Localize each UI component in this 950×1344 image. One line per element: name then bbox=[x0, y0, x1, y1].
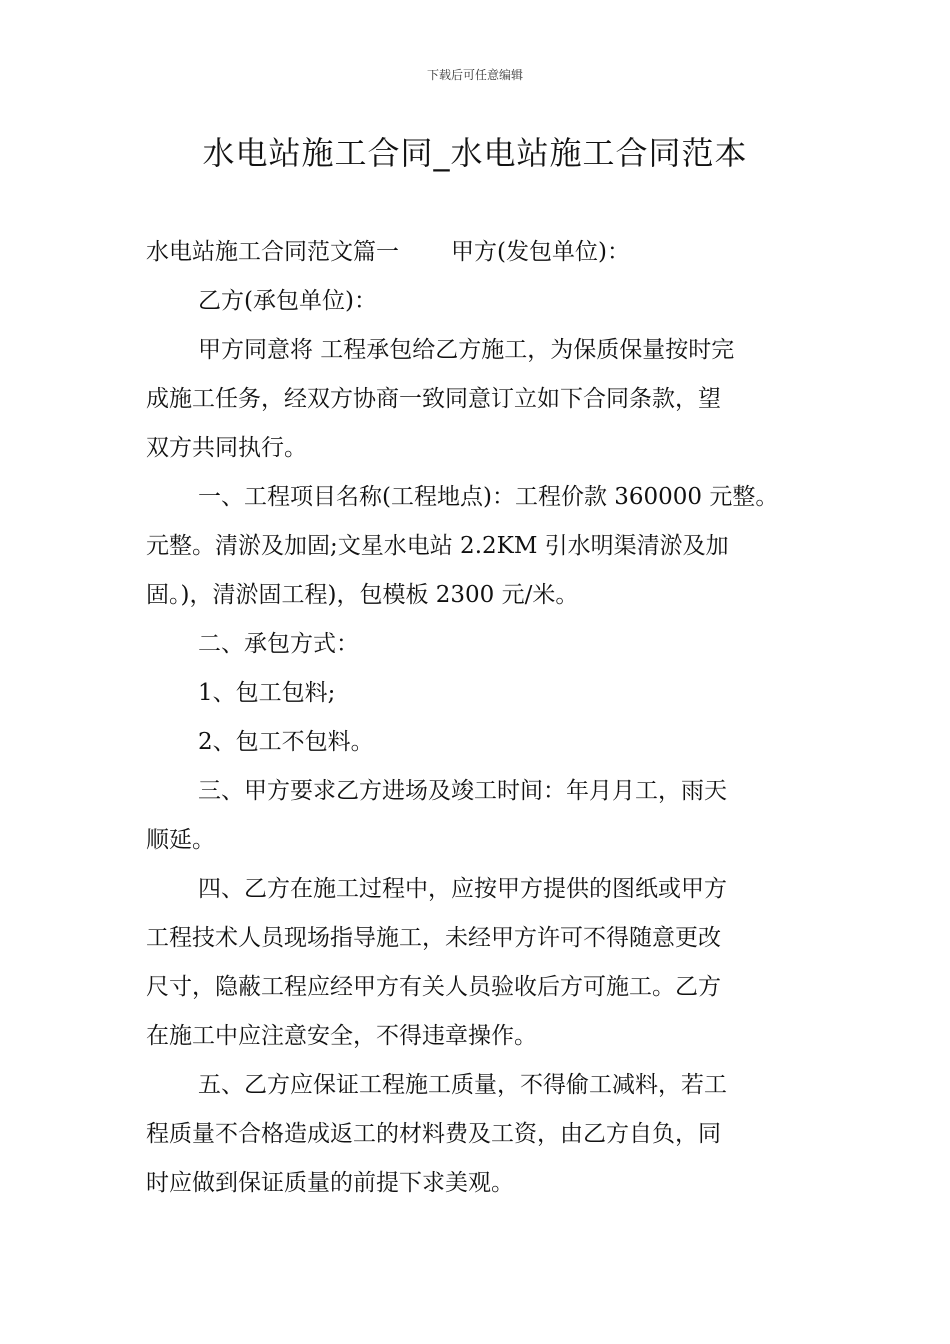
list-item: 2、包工不包料。 bbox=[198, 729, 374, 755]
paragraph-clause-4 bbox=[146, 865, 808, 1061]
text-line: 在施工中应注意安全，不得违章操作。 bbox=[146, 1023, 537, 1049]
text-line: 甲方同意将 工程承包给乙方施工，为保质保量按时完 bbox=[198, 337, 735, 363]
text-line: 元整。清淤及加固;文星水电站 2.2KM 引水明渠清淤及加 bbox=[146, 533, 729, 559]
text-line: 成施工任务，经双方协商一致同意订立如下合同条款，望 bbox=[146, 386, 721, 412]
contract-heading: 水电站施工合同范文篇一 bbox=[146, 239, 399, 265]
paragraph-agreement bbox=[146, 326, 808, 473]
header-note: 下载后可任意编辑 bbox=[426, 68, 523, 82]
paragraph-clause-5 bbox=[146, 1061, 808, 1208]
text-line: 四、乙方在施工过程中，应按甲方提供的图纸或甲方 bbox=[198, 876, 727, 902]
text-line: 双方共同执行。 bbox=[146, 435, 307, 461]
party-b-label: 乙方(承包单位)： bbox=[198, 288, 377, 314]
party-a-label: 甲方(发包单位)： bbox=[451, 239, 630, 265]
paragraph-clause-2: 二、承包方式： bbox=[198, 631, 359, 657]
text-line: 三、甲方要求乙方进场及竣工时间：年月月工，雨天 bbox=[198, 778, 727, 804]
text-line: 时应做到保证质量的前提下求美观。 bbox=[146, 1170, 514, 1196]
text-line: 五、乙方应保证工程施工质量，不得偷工减料，若工 bbox=[198, 1072, 727, 1098]
text-line: 一、工程项目名称(工程地点)：工程价款 360000 元整。 bbox=[198, 484, 779, 510]
document-title: 水电站施工合同_水电站施工合同范本 bbox=[202, 134, 748, 172]
text-line: 尺寸，隐蔽工程应经甲方有关人员验收后方可施工。乙方 bbox=[146, 974, 721, 1000]
document-body bbox=[146, 228, 808, 1208]
text-line: 顺延。 bbox=[146, 827, 215, 853]
list-item: 1、包工包料; bbox=[198, 680, 336, 706]
text-line: 程质量不合格造成返工的材料费及工资，由乙方自负，同 bbox=[146, 1121, 721, 1147]
text-line: 工程技术人员现场指导施工，未经甲方许可不得随意更改 bbox=[146, 925, 721, 951]
paragraph-intro bbox=[146, 228, 808, 277]
paragraph-clause-1 bbox=[146, 473, 808, 620]
paragraph-clause-3 bbox=[146, 767, 808, 865]
text-line: 固。)，清淤固工程)，包模板 2300 元/米。 bbox=[146, 582, 579, 608]
